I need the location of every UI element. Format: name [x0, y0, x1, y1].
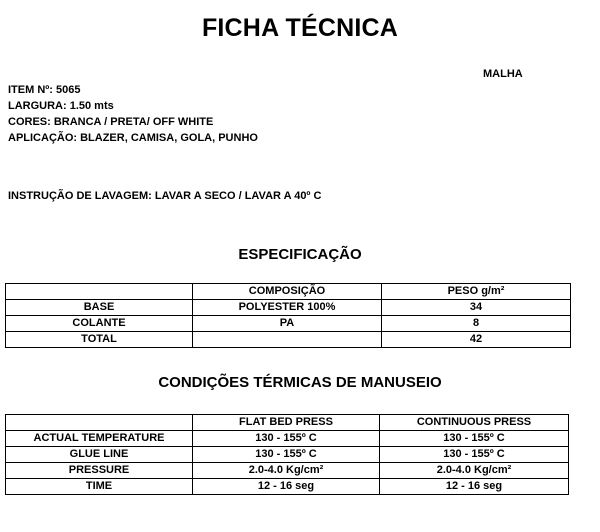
table-cell: 2.0-4.0 Kg/cm² — [380, 463, 569, 479]
thermal-table — [5, 414, 569, 495]
table-cell: POLYESTER 100% — [193, 300, 382, 316]
table-row — [6, 316, 571, 332]
table-cell — [6, 284, 193, 300]
colors-info: CORES: BRANCA / PRETA/ OFF WHITE — [8, 116, 214, 128]
table-cell: 34 — [382, 300, 571, 316]
table-cell: 8 — [382, 316, 571, 332]
category-label: MALHA — [483, 68, 523, 80]
spec-table — [5, 283, 571, 348]
logo-watermark — [10, 0, 150, 10]
table-cell: GLUE LINE — [6, 447, 193, 463]
table-cell: ACTUAL TEMPERATURE — [6, 431, 193, 447]
table-header: FLAT BED PRESS — [193, 415, 380, 431]
table-row — [6, 463, 569, 479]
table-cell: 130 - 155º C — [380, 431, 569, 447]
wash-instruction: INSTRUÇÃO DE LAVAGEM: LAVAR A SECO / LAVAR A 40º C — [8, 190, 322, 202]
table-header-row — [6, 415, 569, 431]
table-row — [6, 431, 569, 447]
table-header: COMPOSIÇÃO — [193, 284, 382, 300]
table-row — [6, 447, 569, 463]
spec-heading: ESPECIFICAÇÃO — [238, 246, 362, 263]
table-cell: PA — [193, 316, 382, 332]
table-row — [6, 479, 569, 495]
table-cell: 130 - 155º C — [193, 447, 380, 463]
table-cell: BASE — [6, 300, 193, 316]
table-row — [6, 300, 571, 316]
width-info: LARGURA: 1.50 mts — [8, 100, 114, 112]
table-header: PESO g/m² — [382, 284, 571, 300]
table-cell: TOTAL — [6, 332, 193, 348]
application-info: APLICAÇÃO: BLAZER, CAMISA, GOLA, PUNHO — [8, 132, 258, 144]
table-cell: 130 - 155º C — [380, 447, 569, 463]
table-cell: 12 - 16 seg — [193, 479, 380, 495]
table-cell: PRESSURE — [6, 463, 193, 479]
table-cell: 2.0-4.0 Kg/cm² — [193, 463, 380, 479]
table-cell: 12 - 16 seg — [380, 479, 569, 495]
table-cell: TIME — [6, 479, 193, 495]
document-title: FICHA TÉCNICA — [201, 14, 399, 42]
table-cell: 130 - 155º C — [193, 431, 380, 447]
thermal-heading: CONDIÇÕES TÉRMICAS DE MANUSEIO — [158, 374, 442, 391]
table-row — [6, 332, 571, 348]
table-cell — [6, 415, 193, 431]
table-header: CONTINUOUS PRESS — [380, 415, 569, 431]
table-cell: 42 — [382, 332, 571, 348]
table-header-row — [6, 284, 571, 300]
table-cell: COLANTE — [6, 316, 193, 332]
table-cell — [193, 332, 382, 348]
item-number: ITEM Nº: 5065 — [8, 84, 81, 96]
